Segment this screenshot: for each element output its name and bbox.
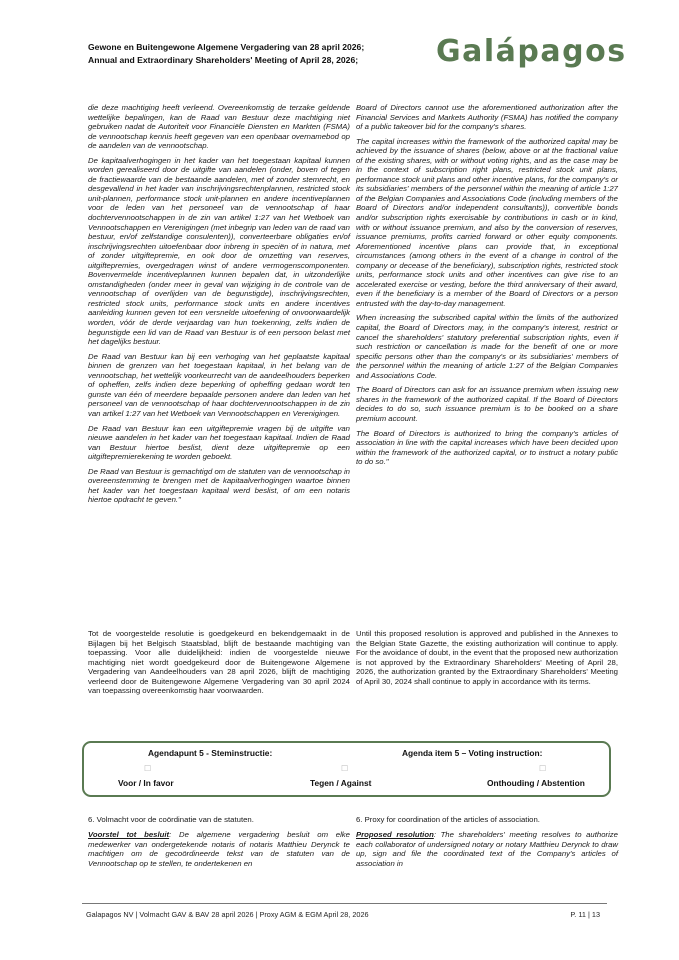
option-for-label: Voor / In favor	[118, 778, 174, 788]
checkbox-abstain[interactable]: ☐	[539, 764, 547, 773]
paragraph: die deze machtiging heeft verleend. Overeenkomstig de terzake geldende wettelijke bepalingen, kan de Raad van Bestuur deze machtiging niet gebruiken nadat de Autoriteit voor Financiële Diensten en Markten (FSMA) de vennootschap kennis heeft gegeven van een openbaar overnamebod op de aandelen van de vennootschap.	[88, 103, 350, 151]
paragraph: De Raad van Bestuur kan bij een verhoging van het geplaatste kapitaal binnen de grenzen van het toegestaan kapitaal, in het belang van de vennootschap, het wettelijk voorkeurrecht van de aandeelhouders beperken of opheffen, zelfs indien deze beperking of opheffing gedaan wordt ten gunste van één of meerdere bepaalde personen andere dan leden van het personeel van de vennootschap of haar dochtervennootschappen in de zin van artikel 1:27 van het Wetboek van Vennootschappen en Verenigingen.	[88, 351, 350, 418]
paragraph: Tot de voorgestelde resolutie is goedgekeurd en bekendgemaakt in de Bijlagen bij het Belgisch Staatsblad, blijft de bestaande machtiging van toepassing. Voor alle duidelijkheid: indien de voorgestelde nieuwe machtiging niet wordt goedgekeurd door de Buitengewone Algemene Vergadering van Aandeelhouders van 28 april 2026, blijft de machtiging verleend door de Buitengewone Algemene Vergadering van 30 april 2024 van toepassing overeenkomstig haar voorwaarden.	[88, 629, 350, 696]
header-title	[88, 41, 408, 66]
checkbox-against[interactable]: ☐	[341, 764, 349, 773]
option-against-label: Tegen / Against	[310, 778, 372, 788]
header-title-nl: Gewone en Buitengewone Algemene Vergadering van 28 april 2026;	[88, 42, 365, 52]
paragraph: De Raad van Bestuur kan een uitgiftepremie vragen bij de uitgifte van nieuwe aandelen in het kader van het toegestaan kapitaal. Indien de Raad van Bestuur hiertoe beslist, dient deze uitgiftepremie op een uitgiftepremierekening te worden geboekt.	[88, 423, 350, 462]
resolution-text: : The shareholders' meeting resolves to authorize each collaborator of undersigned notary or notary Matthieu Derynck to draw up, sign and file the coordinated text of the Company's articles of association in	[356, 830, 618, 868]
footer-divider	[82, 903, 607, 904]
voting-instruction-box	[82, 741, 611, 797]
paragraph: The capital increases within the framework of the authorized capital may be achieved by the issuance of shares (below, above or at the fractional value of the existing shares, with or without voting rights, and as the case may be in the context of subscription right plans, restricted stock unit plans, performance stock unit plans and other incentive plans, for the company's or its subsidiaries' members of the personnel within the meaning of article 1:27 of the Belgian Companies and Associations Code (including members of the Board of Directors and/or independent consultants)), convertible bonds and/or subscription rights exercisable by contributions in cash or in kind, with or without issuance premium, and also by the conversion of reserves, issuance premiums, profits carried forward or other equity components. Aforementioned incentive plans can provide that, in exceptional circumstances (among others in the event of a change in control of the company or decease of the beneficiary), subscription rights, restricted stock units, performance stock units and other incentives can give rise to an accelerated exercise or vesting, before the third anniversary of their award, even if the beneficiary is a member of the Board of Directors or a person entrusted with the day-to-day management.	[356, 136, 618, 308]
checkbox-for[interactable]: ☐	[144, 764, 152, 773]
item6-resolution-nl	[88, 830, 350, 868]
header-title-en: Annual and Extraordinary Shareholders' Meeting of April 28, 2026;	[88, 54, 359, 65]
left-column-plain	[88, 629, 350, 701]
paragraph: De kapitaalverhogingen in het kader van het toegestaan kapitaal kunnen worden gerealiseerd door de uitgifte van aandelen (onder, boven of tegen de fractiewaarde van de bestaande aandelen, met of zonder stemrecht, en desgevallend in het kader van inschrijvingsrechtenplannen, restricted stock unit-plannen, performance stock unit-plannen en andere incentiveplannen voor de leden van het personeel van de vennootschap of haar dochtervennootschappen in de zin van artikel 1:27 van het Wetboek van Vennootschappen en Verenigingen (met inbegrip van leden van de raad van bestuur, en/of zelfstandige consulenten)), converteerbare obligaties en/of inschrijvingsrechten uitoefenbaar door inbreng in speciën of in natura, met of zonder uitgiftepremie, en ook door de omzetting van reserves, uitgiftepremies, overgedragen winst of andere vermogenscomponenten. Bovenvermelde incentiveplannen kunnen bepalen dat, in uitzonderlijke omstandigheden (onder meer in geval van wijziging in de controle van de vennootschap of overlijden van de begunstigde), inschrijvingsrechten, restricted stock units, performance stock units en andere incentives aanleiding kunnen geven tot een versnelde uitoefening of onvoorwaardelijk worden, vóór de derde verjaardag van hun toekenning, zelfs indien de begunstigde een lid van de Raad van Bestuur is of een persoon belast met het dagelijks bestuur.	[88, 155, 350, 347]
vote-title-nl: Agendapunt 5 - Steminstructie:	[148, 748, 273, 758]
paragraph: De Raad van Bestuur is gemachtigd om de statuten van de vennootschap in overeenstemming te brengen met de kapitaalverhogingen waartoe binnen het kader van het toegestaan kapitaal werd beslist, of om een notaris hiertoe opdracht te geven."	[88, 466, 350, 505]
vote-title-en: Agenda item 5 – Voting instruction:	[402, 748, 543, 758]
paragraph: Until this proposed resolution is approved and published in the Annexes to the Belgian State Gazette, the existing authorization will continue to apply. For the avoidance of doubt, in the event that the proposed new authorization is not approved by the Extraordinary Shareholders' Meeting of April 28, 2026, the authorization granted by the Extraordinary Shareholders' Meeting of April 30, 2024 shall continue to apply in accordance with its terms.	[356, 629, 618, 686]
right-column-italic	[356, 103, 618, 472]
left-column-italic	[88, 103, 350, 510]
paragraph: Board of Directors cannot use the aforementioned authorization after the Financial Services and Markets Authority (FSMA) has notified the company of a public takeover bid for the company's shares.	[356, 103, 618, 132]
option-abstain-label: Onthouding / Abstention	[487, 778, 585, 788]
item6-resolution-en	[356, 830, 618, 868]
footer-text: Galapagos NV | Volmacht GAV & BAV 28 april 2026 | Proxy AGM & EGM April 28, 2026	[86, 910, 369, 919]
item6-heading-nl: 6. Volmacht voor de coördinatie van de statuten.	[88, 815, 254, 824]
galapagos-logo: Galápagos	[436, 34, 627, 69]
resolution-text: : De algemene vergadering besluit om elke medewerker van ondergetekende notaris of notaris Matthieu Derynck te machtigen om de gecoördineerde tekst van de statuten van de Vennootschap op te stellen, te ondertekenen en	[88, 830, 350, 868]
right-column-plain	[356, 629, 618, 691]
resolution-label: Proposed resolution	[356, 830, 434, 839]
item6-heading-en: 6. Proxy for coordination of the articles of association.	[356, 815, 540, 824]
paragraph: When increasing the subscribed capital within the limits of the authorized capital, the Board of Directors may, in the company's interest, restrict or cancel the shareholders' statutory preferential subscription rights, even if such restriction or cancellation is made for the benefit of one or more specific persons other than the company's or its subsidiaries' members of the personnel within the meaning of article 1:27 of the Belgian Companies and Associations Code.	[356, 313, 618, 380]
resolution-label: Voorstel tot besluit	[88, 830, 170, 839]
paragraph: The Board of Directors is authorized to bring the company's articles of association in line with the capital increases which have been decided upon within the framework of the authorized capital, or to instruct a notary public to do so."	[356, 428, 618, 467]
page-number: P. 11 | 13	[570, 910, 600, 919]
paragraph: The Board of Directors can ask for an issuance premium when issuing new shares in the framework of the authorized capital. If the Board of Directors decides to do so, such issuance premium is to be booked on a share premium account.	[356, 385, 618, 423]
